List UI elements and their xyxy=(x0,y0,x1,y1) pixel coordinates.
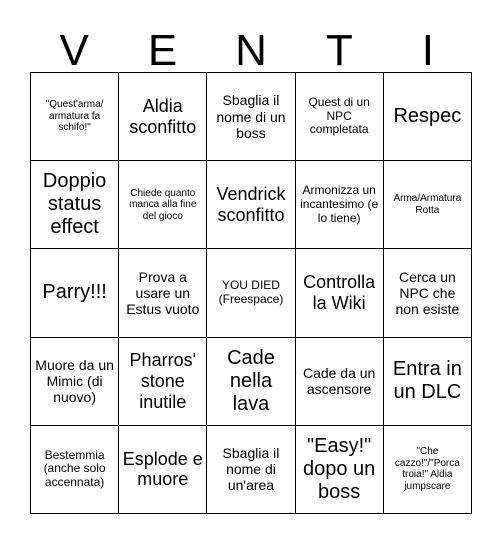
header-letter-n: N xyxy=(235,26,267,75)
bingo-cell[interactable]: Cade da un ascensore xyxy=(295,337,383,425)
header-letter-e: E xyxy=(147,26,178,75)
bingo-header xyxy=(30,26,472,76)
bingo-cell[interactable]: Entra in un DLC xyxy=(383,337,471,425)
bingo-row xyxy=(31,161,472,249)
bingo-row xyxy=(31,337,472,425)
bingo-cell[interactable]: Muore da un Mimic (di nuovo) xyxy=(31,337,119,425)
bingo-cell[interactable]: Quest di un NPC completata xyxy=(295,73,383,161)
bingo-cell[interactable]: Cade nella lava xyxy=(207,337,295,425)
bingo-cell[interactable]: Esplode e muore xyxy=(119,425,207,513)
header-letter-i: I xyxy=(421,26,434,75)
bingo-cell[interactable]: Vendrick sconfitto xyxy=(207,161,295,249)
bingo-cell[interactable]: "Che cazzo!"/"Porca troia!" Aldia jumpscare xyxy=(383,425,471,513)
bingo-board xyxy=(30,72,472,514)
bingo-cell[interactable]: YOU DIED (Freespace) xyxy=(207,249,295,337)
bingo-cell[interactable]: Chiede quanto manca alla fine del gioco xyxy=(119,161,207,249)
bingo-cell[interactable]: Pharros' stone inutile xyxy=(119,337,207,425)
bingo-row xyxy=(31,73,472,161)
header-letter-t: T xyxy=(325,26,353,75)
header-letter-v: V xyxy=(59,26,89,75)
bingo-cell[interactable]: "Quest'arma/ armatura fa schifo!" xyxy=(31,73,119,161)
bingo-cell[interactable]: Doppio status effect xyxy=(31,161,119,249)
bingo-row xyxy=(31,249,472,337)
bingo-cell[interactable]: Bestemmia (anche solo accennata) xyxy=(31,425,119,513)
bingo-cell[interactable]: Sbaglia il nome di un boss xyxy=(207,73,295,161)
bingo-cell[interactable]: Respec xyxy=(383,73,471,161)
bingo-cell[interactable]: Arma/Armatura Rotta xyxy=(383,161,471,249)
bingo-cell[interactable]: "Easy!" dopo un boss xyxy=(295,425,383,513)
bingo-cell[interactable]: Cerca un NPC che non esiste xyxy=(383,249,471,337)
bingo-cell[interactable]: Aldia sconfitto xyxy=(119,73,207,161)
bingo-cell[interactable]: Armonizza un incantesimo (e lo tiene) xyxy=(295,161,383,249)
bingo-cell[interactable]: Parry!!! xyxy=(31,249,119,337)
bingo-cell[interactable]: Sbaglia il nome di un'area xyxy=(207,425,295,513)
bingo-cell[interactable]: Prova a usare un Estus vuoto xyxy=(119,249,207,337)
bingo-row xyxy=(31,425,472,513)
bingo-cell[interactable]: Controlla la Wiki xyxy=(295,249,383,337)
